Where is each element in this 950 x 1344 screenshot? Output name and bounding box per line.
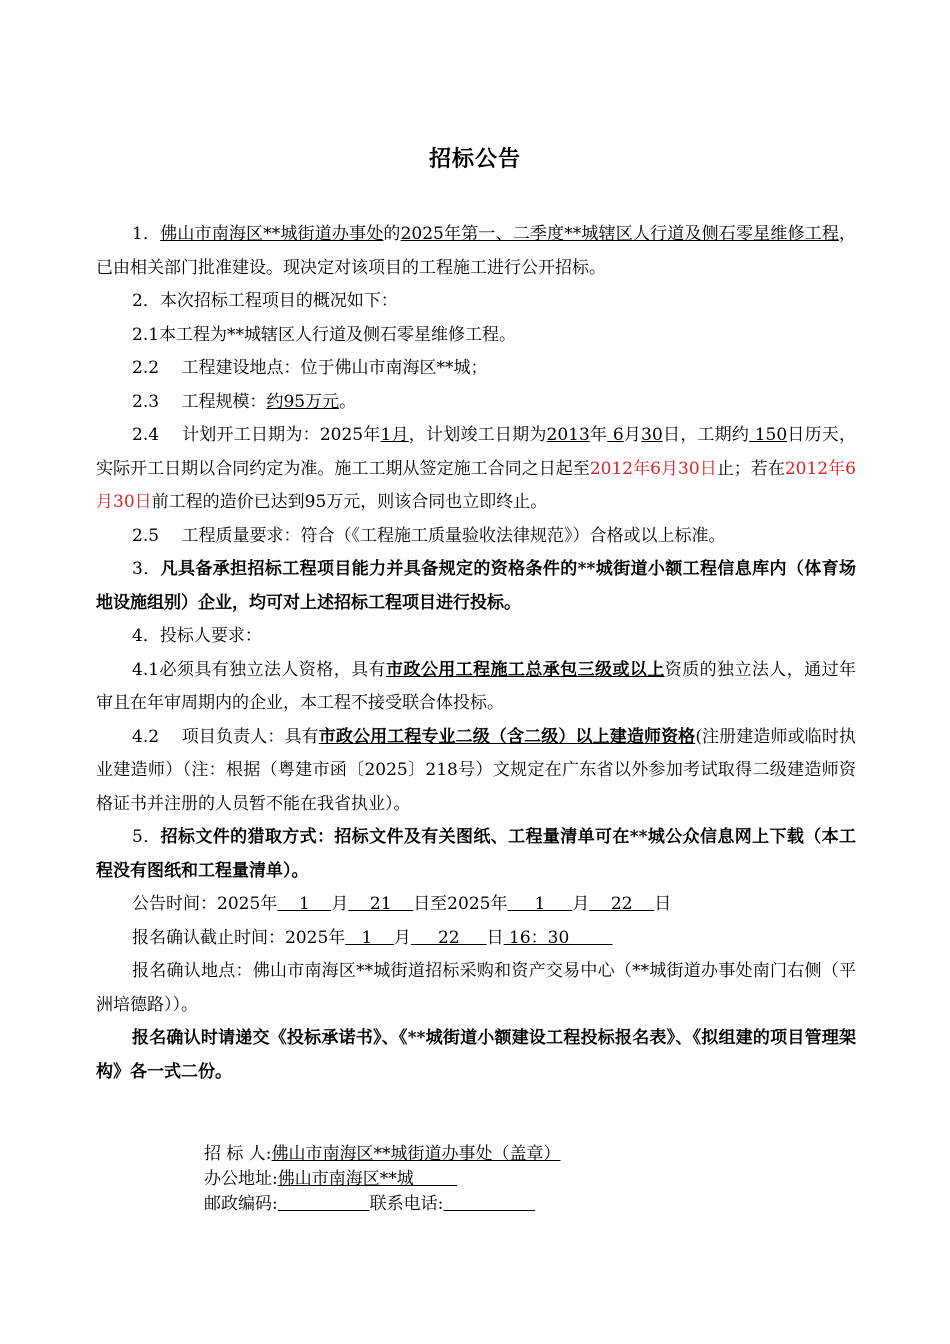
paragraph-4-1 (96, 654, 856, 721)
p24-a: 2.4 计划开工日期为：2025年 (132, 425, 381, 445)
p3-text: 凡具备承担招标工程项目能力并具备规定的资格条件的**城街道小额工程信息库内（体育场地设施组别）企业，均可对上述招标工程项目进行投标。 (96, 559, 856, 613)
p24-end-month: 6 (607, 425, 624, 445)
p23-pre: 2.3 工程规模： (132, 391, 267, 412)
p5-text: 招标文件的猎取方式：招标文件及有关图纸、工程量清单可在**城公众信息网上下载（本工程没有图纸和工程量清单）。 (96, 827, 856, 881)
submission-requirement: 报名确认时请递交《投标承诺书》、《**城街道小额建设工程投标报名表》、《拟组建的项目管理架构》各一式二份。 (96, 1028, 856, 1082)
tenderer-row (204, 1142, 561, 1167)
notice-time-a: 公告时间：2025年 (132, 894, 278, 914)
tenderer-label: 招 标 人: (204, 1144, 272, 1164)
paragraph-4-2 (96, 721, 856, 822)
phone-label: 联系电话: (369, 1194, 444, 1214)
p1-number: 1． (132, 224, 161, 244)
p1-rest: ，已由相关部门批准建设。现决定对该项目的工程施工进行公开招标。 (96, 224, 857, 278)
p41-a: 4.1必须具有独立法人资格，具有 (132, 659, 386, 680)
paragraph-2-1: 2.1本工程为**城辖区人行道及侧石零星维修工程。 (132, 324, 517, 345)
deadline-a: 报名确认截止时间：2025年 (132, 927, 346, 948)
deadline-month: 1 (345, 927, 394, 948)
paragraph-2-3 (96, 386, 856, 420)
notice-time-c: 日至2025年 (413, 894, 508, 914)
notice-time-b: 月 (331, 894, 349, 914)
address-value: 佛山市南海区**城 (277, 1169, 457, 1189)
notice-time-d: 月 (572, 894, 590, 914)
phone-value (443, 1194, 535, 1214)
p41-c: 资质的独立法人，通过年审且在年审周期内的企业，本工程不接受联合体投标。 (96, 659, 856, 713)
p24-end-year: 2013 (546, 425, 590, 445)
signature-block (204, 1142, 561, 1217)
paragraph-1 (96, 218, 856, 285)
address-row (204, 1167, 561, 1192)
p1-owner: 佛山市南海区**城街道办事处 (160, 224, 384, 244)
deadline-b: 月 (393, 927, 411, 948)
p24-o: 前工程的造价已达到95万元，则该合同也立即终止。 (151, 492, 548, 512)
p23-value: 约95万元 (266, 391, 340, 412)
p1-of: 的 (383, 224, 401, 244)
p24-red-date-2: 2012年6月30日 (96, 458, 856, 512)
p24-g: 月 (623, 425, 642, 445)
p42-qualification: 市政公用工程专业二级（含二级）以上建造师资格 (318, 726, 696, 747)
p24-m: 止；若在 (716, 458, 785, 479)
address-label: 办公地址: (204, 1169, 278, 1189)
paragraph-4: 4．投标人要求： (132, 626, 262, 646)
paragraph-5 (96, 821, 856, 888)
notice-body (96, 218, 856, 1089)
p24-c: ，计划竣工日期为 (408, 425, 547, 445)
p24-e: 年 (589, 425, 608, 445)
paragraph-2-5: 2.5 工程质量要求：符合（《工程施工质量验收法律规范》）合格或以上标准。 (132, 525, 726, 546)
notice-time (96, 888, 856, 922)
registration-deadline (96, 922, 856, 956)
notice-time-day-2: 22 (589, 894, 655, 914)
paragraph-2: 2．本次招标工程项目的概况如下： (132, 291, 398, 311)
deadline-time: 16：30 (503, 927, 613, 948)
p24-end-day: 30 (641, 425, 663, 445)
tenderer-value: 佛山市南海区**城街道办事处（盖章） (271, 1144, 561, 1164)
postcode-value (278, 1194, 370, 1214)
p24-i: 日，工期约 (662, 425, 750, 445)
paragraph-2-4 (96, 419, 856, 520)
paragraph-3 (96, 553, 856, 620)
p3-number: 3． (132, 559, 161, 579)
p42-a: 4.2 项目负责人：具有 (132, 726, 319, 747)
p24-red-date-1: 2012年6月30日 (589, 458, 717, 479)
paragraph-2-2: 2.2 工程建设地点：位于佛山市南海区**城； (132, 358, 488, 378)
postcode-row (204, 1192, 561, 1217)
p24-k: 日历天，实际开工日期以合同约定为准。施工工期从签定施工合同之日起至 (96, 425, 857, 479)
notice-time-e: 日 (654, 894, 672, 914)
page-title: 招标公告 (428, 147, 521, 172)
notice-time-month-1: 1 (277, 894, 332, 914)
p41-qualification: 市政公用工程施工总承包三级或以上 (385, 659, 665, 680)
notice-time-day-1: 21 (348, 894, 414, 914)
registration-location: 报名确认地点：佛山市南海区**城街道招标采购和资产交易中心（**城街道办事处南门右侧（平洲培德路））。 (96, 961, 856, 1015)
p24-duration: 150 (749, 425, 788, 445)
p24-start-month: 1月 (380, 425, 409, 445)
p5-number: 5． (132, 827, 161, 847)
deadline-c: 日 (486, 927, 504, 948)
deadline-day: 22 (410, 927, 487, 948)
notice-time-month-2: 1 (507, 894, 573, 914)
postcode-label: 邮政编码: (204, 1194, 278, 1214)
p23-post: 。 (339, 391, 357, 412)
p42-c: (注册建造师或临时执业建造师）（注：根据（粤建市函〔2025〕218号）文规定在广东省以外参加考试取得二级建造师资格证书并注册的人员暂不能在我省执业）。 (96, 726, 856, 814)
p1-project: 2025年第一、二季度**城辖区人行道及侧石零星维修工程 (400, 224, 840, 244)
